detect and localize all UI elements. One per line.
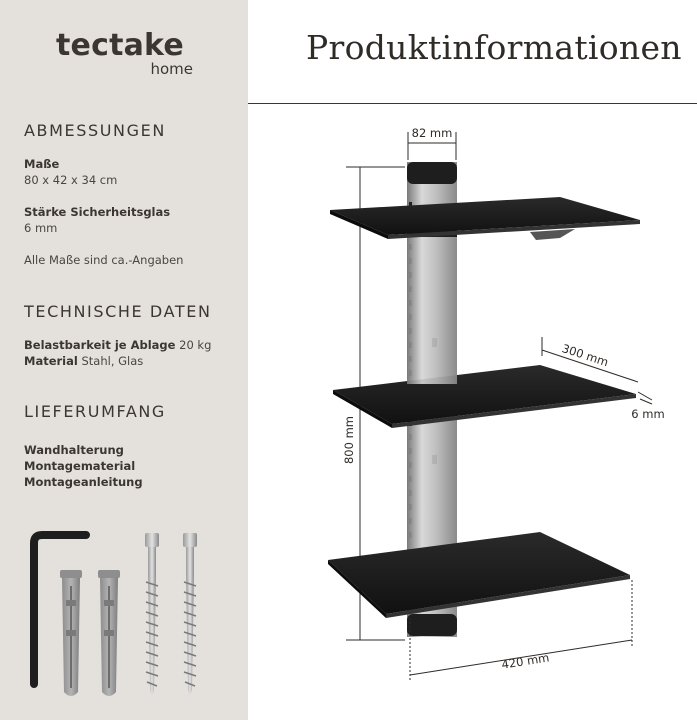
- brand-logo: [56, 30, 196, 78]
- product-image: [248, 104, 697, 720]
- label-width: 420 mm: [500, 650, 551, 672]
- spec-material-label: Material: [24, 354, 78, 368]
- sidebar: [0, 0, 248, 720]
- label-height: 800 mm: [342, 415, 356, 465]
- wall-plug-icon: [60, 570, 82, 696]
- glass-shelf-middle: [333, 365, 636, 428]
- screw-icon: [183, 533, 197, 696]
- spec-masse-label: Maße: [24, 157, 60, 171]
- spec-masse: [24, 156, 117, 188]
- spec-glas: [24, 204, 170, 236]
- spec-material-value: Stahl, Glas: [81, 354, 144, 368]
- spec-glas-label: Stärke Sicherheitsglas: [24, 205, 171, 219]
- spec-glas-value: 6 mm: [24, 221, 58, 235]
- brand-sub: home: [150, 60, 193, 78]
- delivery-item: Montageanleitung: [24, 475, 143, 489]
- spec-belast-value: 20 kg: [179, 338, 212, 352]
- spec-belast-label: Belastbarkeit je Ablage: [24, 338, 176, 352]
- spec-note: [24, 252, 183, 268]
- delivery-item: Montagematerial: [24, 459, 136, 473]
- section-title-technische-daten: TECHNISCHE DATEN: [24, 302, 212, 321]
- glass-shelf-bottom: [328, 532, 630, 618]
- spec-masse-value: 80 x 42 x 34 cm: [24, 173, 118, 187]
- spec-note-text: Alle Maße sind ca.-Angaben: [24, 253, 184, 267]
- label-glass-thickness: 6 mm: [631, 407, 665, 421]
- wall-plug-icon: [98, 570, 120, 696]
- page-title: Produktinformationen: [306, 28, 682, 67]
- mounting-hardware-image: [20, 520, 230, 720]
- delivery-item: Wandhalterung: [24, 443, 124, 457]
- glass-shelf-top: [330, 197, 640, 240]
- screw-icon: [145, 533, 159, 696]
- label-pole-width: 82 mm: [411, 126, 453, 140]
- brand-name: tectake: [56, 28, 184, 63]
- section-title-abmessungen: ABMESSUNGEN: [24, 121, 166, 140]
- spec-technical: [24, 337, 211, 369]
- section-title-lieferumfang: LIEFERUMFANG: [24, 402, 166, 421]
- delivery-list: [24, 442, 143, 490]
- label-shelf-depth: 300 mm: [560, 341, 611, 370]
